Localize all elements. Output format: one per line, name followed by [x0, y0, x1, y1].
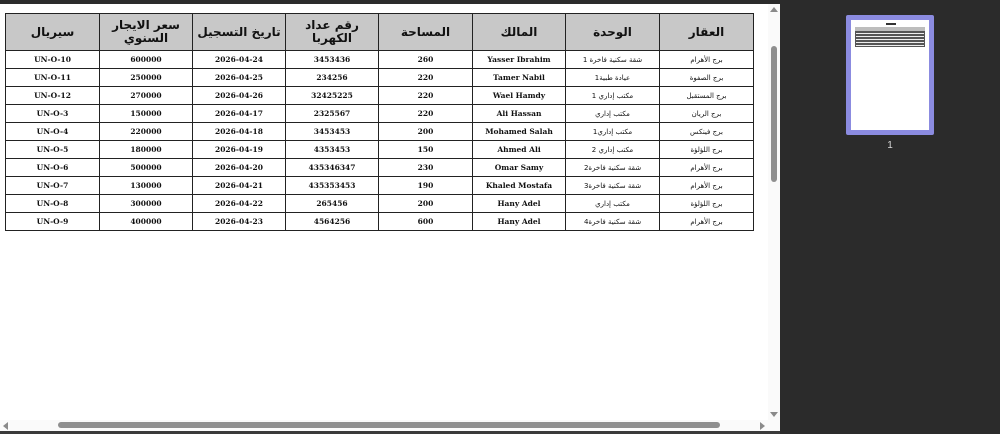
vertical-scrollbar[interactable]	[768, 4, 780, 420]
cell-registration-date: 2026-04-17	[193, 105, 286, 123]
cell-owner: Tamer Nabil	[473, 69, 566, 87]
cell-area: 260	[379, 51, 473, 69]
cell-unit: مكتب إداري 2	[566, 141, 660, 159]
cell-registration-date: 2026-04-20	[193, 159, 286, 177]
header-area: المساحة	[379, 14, 473, 51]
cell-meter-number: 2325567	[286, 105, 379, 123]
cell-annual-rent: 270000	[100, 87, 193, 105]
scroll-down-arrow-icon[interactable]	[770, 412, 778, 417]
cell-serial: UN-O-7	[6, 177, 100, 195]
table-row	[6, 105, 754, 123]
cell-registration-date: 2026-04-21	[193, 177, 286, 195]
cell-property: برج الأهرام	[660, 177, 754, 195]
cell-registration-date: 2026-04-24	[193, 51, 286, 69]
table-row	[6, 213, 754, 231]
page-thumbnail[interactable]	[846, 15, 934, 135]
header-unit: الوحدة	[566, 14, 660, 51]
cell-annual-rent: 150000	[100, 105, 193, 123]
header-meter-number: رقم عداد الكهربا	[286, 14, 379, 51]
cell-annual-rent: 220000	[100, 123, 193, 141]
table-row	[6, 141, 754, 159]
cell-property: برج المستقبل	[660, 87, 754, 105]
header-serial: سيريال	[6, 14, 100, 51]
header-annual-rent: سعر الايجار السنوي	[100, 14, 193, 51]
cell-meter-number: 3453453	[286, 123, 379, 141]
scroll-up-arrow-icon[interactable]	[770, 7, 778, 12]
cell-owner: Omar Samy	[473, 159, 566, 177]
cell-registration-date: 2026-04-26	[193, 87, 286, 105]
cell-meter-number: 435346347	[286, 159, 379, 177]
cell-property: برج الريان	[660, 105, 754, 123]
cell-meter-number: 234256	[286, 69, 379, 87]
cell-owner: Mohamed Salah	[473, 123, 566, 141]
cell-property: برج الأهرام	[660, 213, 754, 231]
thumbnail-table-header	[855, 27, 925, 31]
thumbnail-table-row	[856, 33, 924, 34]
cell-property: برج الأهرام	[660, 159, 754, 177]
cell-owner: Khaled Mostafa	[473, 177, 566, 195]
properties-table	[5, 13, 754, 231]
cell-unit: مكتب إداري1	[566, 123, 660, 141]
cell-area: 200	[379, 195, 473, 213]
header-owner: المالك	[473, 14, 566, 51]
cell-meter-number: 435353453	[286, 177, 379, 195]
cell-meter-number: 4353453	[286, 141, 379, 159]
cell-unit: شقة سكنية فاخرة 1	[566, 51, 660, 69]
cell-unit: مكتب إداري 1	[566, 87, 660, 105]
cell-area: 220	[379, 87, 473, 105]
scroll-left-arrow-icon[interactable]	[3, 422, 8, 430]
scrollbar-corner	[768, 420, 780, 431]
cell-annual-rent: 180000	[100, 141, 193, 159]
cell-registration-date: 2026-04-18	[193, 123, 286, 141]
cell-annual-rent: 250000	[100, 69, 193, 87]
cell-owner: Yasser Ibrahim	[473, 51, 566, 69]
cell-meter-number: 4564256	[286, 213, 379, 231]
cell-unit: عيادة طبية1	[566, 69, 660, 87]
cell-meter-number: 265456	[286, 195, 379, 213]
cell-registration-date: 2026-04-25	[193, 69, 286, 87]
cell-serial: UN-O-8	[6, 195, 100, 213]
cell-meter-number: 3453436	[286, 51, 379, 69]
cell-owner: Hany Adel	[473, 195, 566, 213]
cell-serial: UN-O-6	[6, 159, 100, 177]
table-row	[6, 87, 754, 105]
table-row	[6, 69, 754, 87]
cell-registration-date: 2026-04-23	[193, 213, 286, 231]
cell-serial: UN-O-9	[6, 213, 100, 231]
thumbnail-table-row	[856, 42, 924, 43]
page-top-edge	[0, 0, 780, 4]
cell-owner: Hany Adel	[473, 213, 566, 231]
cell-property: برج اللؤلؤة	[660, 141, 754, 159]
thumbnail-table-row	[856, 36, 924, 37]
cell-serial: UN-O-10	[6, 51, 100, 69]
table-row	[6, 177, 754, 195]
cell-area: 190	[379, 177, 473, 195]
cell-owner: Ahmed Ali	[473, 141, 566, 159]
table-header-row	[6, 14, 754, 51]
cell-serial: UN-O-12	[6, 87, 100, 105]
cell-property: برج الأهرام	[660, 51, 754, 69]
horizontal-scroll-thumb[interactable]	[58, 422, 720, 428]
page-number-label: 1	[887, 140, 893, 151]
cell-serial: UN-O-5	[6, 141, 100, 159]
scroll-right-arrow-icon[interactable]	[760, 422, 765, 430]
thumbnail-title-mark	[886, 23, 896, 25]
cell-unit: مكتب إداري	[566, 105, 660, 123]
cell-annual-rent: 130000	[100, 177, 193, 195]
cell-meter-number: 32425225	[286, 87, 379, 105]
cell-serial: UN-O-4	[6, 123, 100, 141]
cell-unit: شقة سكنية فاخرة4	[566, 213, 660, 231]
cell-serial: UN-O-11	[6, 69, 100, 87]
cell-owner: Wael Hamdy	[473, 87, 566, 105]
cell-serial: UN-O-3	[6, 105, 100, 123]
page-thumbnails-panel	[780, 0, 1000, 434]
cell-area: 220	[379, 105, 473, 123]
cell-unit: مكتب إداري	[566, 195, 660, 213]
cell-property: برج الصفوة	[660, 69, 754, 87]
table-row	[6, 195, 754, 213]
cell-annual-rent: 600000	[100, 51, 193, 69]
header-property: العقار	[660, 14, 754, 51]
table-row	[6, 51, 754, 69]
cell-annual-rent: 500000	[100, 159, 193, 177]
cell-area: 600	[379, 213, 473, 231]
vertical-scroll-thumb[interactable]	[771, 46, 777, 182]
cell-registration-date: 2026-04-19	[193, 141, 286, 159]
cell-property: برج فينكس	[660, 123, 754, 141]
table-row	[6, 123, 754, 141]
cell-unit: شقة سكنية فاخرة2	[566, 159, 660, 177]
horizontal-scrollbar[interactable]	[0, 420, 768, 431]
cell-property: برج اللؤلؤة	[660, 195, 754, 213]
thumbnail-table-row	[856, 39, 924, 40]
cell-area: 230	[379, 159, 473, 177]
cell-annual-rent: 400000	[100, 213, 193, 231]
cell-area: 200	[379, 123, 473, 141]
table-row	[6, 159, 754, 177]
cell-annual-rent: 300000	[100, 195, 193, 213]
cell-area: 150	[379, 141, 473, 159]
cell-unit: شقة سكنية فاخرة3	[566, 177, 660, 195]
cell-area: 220	[379, 69, 473, 87]
thumbnail-table-mark	[855, 27, 925, 47]
thumbnail-table-row	[856, 45, 924, 46]
cell-owner: Ali Hassan	[473, 105, 566, 123]
page-thumbnail-preview	[851, 20, 929, 130]
cell-registration-date: 2026-04-22	[193, 195, 286, 213]
header-registration-date: تاريخ التسجيل	[193, 14, 286, 51]
